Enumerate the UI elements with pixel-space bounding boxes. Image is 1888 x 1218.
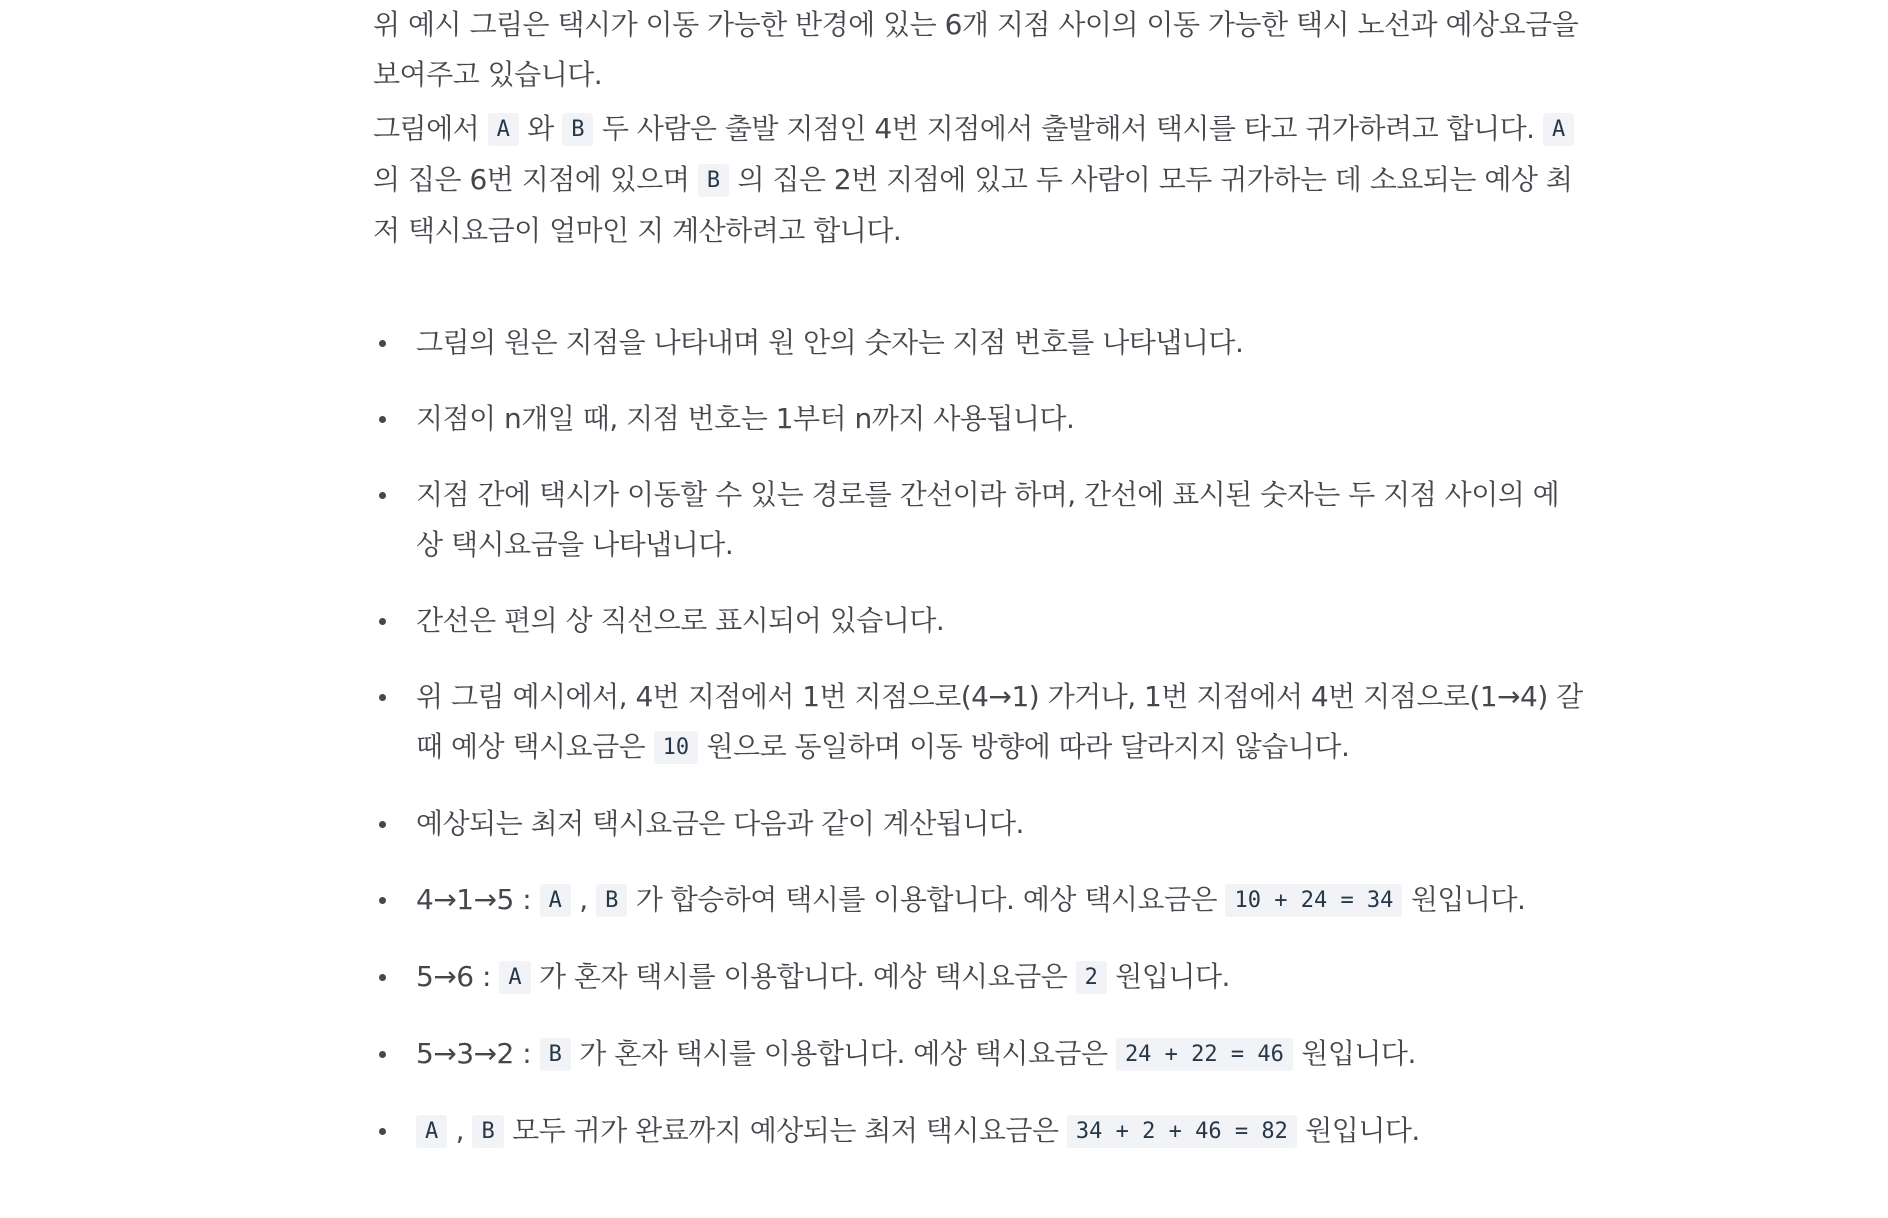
list-item: [373, 318, 1583, 368]
intro-paragraph-1: [373, 0, 1583, 100]
bullet-icon: [379, 340, 386, 347]
code-a: A: [499, 961, 530, 994]
list-item: [373, 1029, 1583, 1080]
list-item-text: ,: [447, 1114, 473, 1147]
code-b: B: [472, 1115, 503, 1148]
bullet-icon: [379, 1128, 386, 1135]
list-item: [373, 799, 1583, 849]
list-item-text: ,: [570, 883, 597, 916]
list-item: [373, 394, 1583, 444]
code-a: A: [416, 1115, 447, 1148]
code-calc: 10 + 24 = 34: [1225, 884, 1402, 917]
list-item-text: 위 그림 예시에서, 4번 지점에서 1번 지점으로(4→1) 가거나, 1번 지점에서 4번 지점으로(1→4) 갈 때 예상 택시요금은: [416, 680, 1583, 763]
code-b: B: [596, 884, 627, 917]
list-item-text: 원입니다.: [1296, 1114, 1420, 1147]
rules-list: [373, 318, 1583, 1157]
intro-text: 두 사람은 출발 지점인 4번 지점에서 출발해서 택시를 타고 귀가하려고 합니다.: [593, 112, 1543, 145]
list-item-text: 지점 간에 택시가 이동할 수 있는 경로를 간선이라 하며, 간선에 표시된 숫자는 두 지점 사이의 예상 택시요금을 나타냅니다.: [416, 478, 1560, 561]
code-b: B: [698, 164, 729, 197]
bullet-icon: [379, 897, 386, 904]
list-item-text: 가 혼자 택시를 이용합니다. 예상 택시요금은: [570, 1037, 1116, 1070]
code-a: A: [1543, 113, 1574, 146]
intro-text: 그림에서: [373, 112, 488, 145]
list-item-text: 가 혼자 택시를 이용합니다. 예상 택시요금은: [530, 960, 1076, 993]
list-item-text: 원으로 동일하며 이동 방향에 따라 달라지지 않습니다.: [698, 730, 1350, 763]
code-calc: 24 + 22 = 46: [1116, 1038, 1293, 1071]
list-item: [373, 672, 1583, 773]
list-item-text: 지점이 n개일 때, 지점 번호는 1부터 n까지 사용됩니다.: [416, 402, 1075, 435]
problem-description: [373, 0, 1583, 1147]
code-fare: 10: [654, 731, 699, 764]
list-item-text: 5→6 :: [416, 960, 500, 993]
bullet-icon: [379, 1051, 386, 1058]
list-item-text: 모두 귀가 완료까지 예상되는 최저 택시요금은: [503, 1114, 1067, 1147]
bullet-icon: [379, 416, 386, 423]
bullet-icon: [379, 618, 386, 625]
list-item: [373, 952, 1583, 1003]
list-item-text: 원입니다.: [1402, 883, 1526, 916]
list-item: [373, 470, 1583, 570]
list-item-text: 예상되는 최저 택시요금은 다음과 같이 계산됩니다.: [416, 807, 1024, 840]
list-item-text: 간선은 편의 상 직선으로 표시되어 있습니다.: [416, 604, 945, 637]
list-item-text: 원입니다.: [1106, 960, 1230, 993]
list-item-text: 가 합승하여 택시를 이용합니다. 예상 택시요금은: [627, 883, 1226, 916]
list-item-text: 4→1→5 :: [416, 883, 540, 916]
code-fare: 2: [1076, 961, 1107, 994]
code-b: B: [562, 113, 593, 146]
bullet-icon: [379, 694, 386, 701]
list-item: [373, 875, 1583, 926]
intro-text: 의 집은 6번 지점에 있으며: [373, 163, 698, 196]
list-item-text: 5→3→2 :: [416, 1037, 540, 1070]
intro-text: 의 집은 2번 지점에 있고 두 사람이 모두 귀가하는 데 소요되는 예상 최저 택시요금이 얼마인 지 계산하려고 합니다.: [373, 163, 1573, 247]
code-b: B: [540, 1038, 571, 1071]
bullet-icon: [379, 492, 386, 499]
list-item-text: 원입니다.: [1292, 1037, 1416, 1070]
code-a: A: [488, 113, 519, 146]
intro-text: 위 예시 그림은 택시가 이동 가능한 반경에 있는 6개 지점 사이의 이동 가능한 택시 노선과 예상요금을 보여주고 있습니다.: [373, 8, 1579, 91]
bullet-icon: [379, 974, 386, 981]
bullet-icon: [379, 821, 386, 828]
intro-paragraph-2: [373, 104, 1583, 256]
code-a: A: [540, 884, 571, 917]
list-item: [373, 596, 1583, 646]
code-calc: 34 + 2 + 46 = 82: [1067, 1115, 1297, 1148]
intro-text: 와: [518, 112, 563, 145]
list-item: [373, 1106, 1583, 1157]
list-item-text: 그림의 원은 지점을 나타내며 원 안의 숫자는 지점 번호를 나타냅니다.: [416, 326, 1244, 359]
